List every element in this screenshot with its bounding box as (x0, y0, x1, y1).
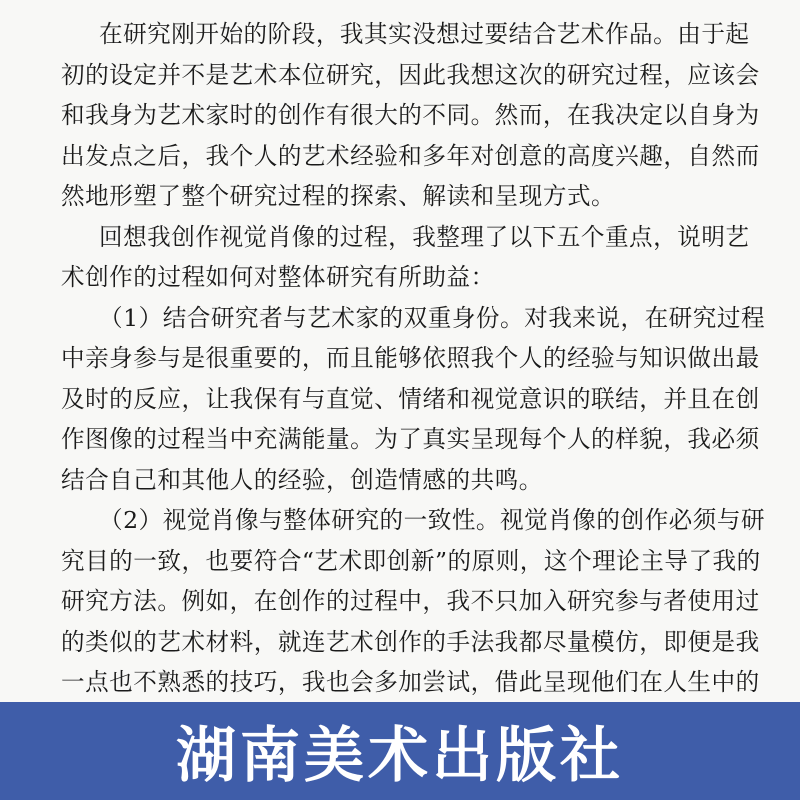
text-line: 作图像的过程当中充满能量。为了真实呈现每个人的样貌，我必须 (61, 425, 760, 453)
text-line: （2）视觉肖像与整体研究的一致性。视觉肖像的创作必须与研 (99, 506, 766, 534)
text-line: 在研究刚开始的阶段，我其实没想过要结合艺术作品。由于起 (99, 20, 750, 48)
text-line: 一点也不熟悉的技巧，我也会多加尝试，借此呈现他们在人生中的 (61, 668, 760, 696)
text-line: 出发点之后，我个人的艺术经验和多年对创意的高度兴趣，自然而 (61, 141, 760, 170)
text-line: 然地形塑了整个研究过程的探索、解读和呈现方式。 (61, 182, 616, 210)
text-line: 和我身为艺术家时的创作有很大的不同。然而，在我决定以自身为 (61, 101, 760, 129)
text-line: 及时的反应，让我保有与直觉、情绪和视觉意识的联结，并且在创 (61, 384, 760, 413)
text-line: 中亲身参与是很重要的，而且能够依照我个人的经验与知识做出最 (61, 344, 760, 372)
text-line: 术创作的过程如何对整体研究有所助益： (61, 263, 495, 291)
publisher-banner (0, 702, 800, 800)
text-line: 的类似的艺术材料，就连艺术创作的手法我都尽量模仿，即便是我 (61, 627, 760, 656)
text-line: 回想我创作视觉肖像的过程，我整理了以下五个重点，说明艺 (99, 222, 750, 251)
text-line: （1）结合研究者与艺术家的双重身份。对我来说，在研究过程 (99, 303, 766, 332)
text-line: 初的设定并不是艺术本位研究，因此我想这次的研究过程，应该会 (61, 60, 760, 89)
publisher-name: 湖南美术出版社 (176, 721, 624, 791)
text-line: 研究方法。例如，在创作的过程中，我不只加入研究参与者使用过 (61, 587, 760, 615)
text-line: 结合自己和其他人的经验，创造情感的共鸣。 (61, 465, 543, 494)
body-text (61, 14, 771, 702)
text-line: 究目的一致，也要符合“艺术即创新”的原则，这个理论主导了我的 (61, 546, 761, 575)
